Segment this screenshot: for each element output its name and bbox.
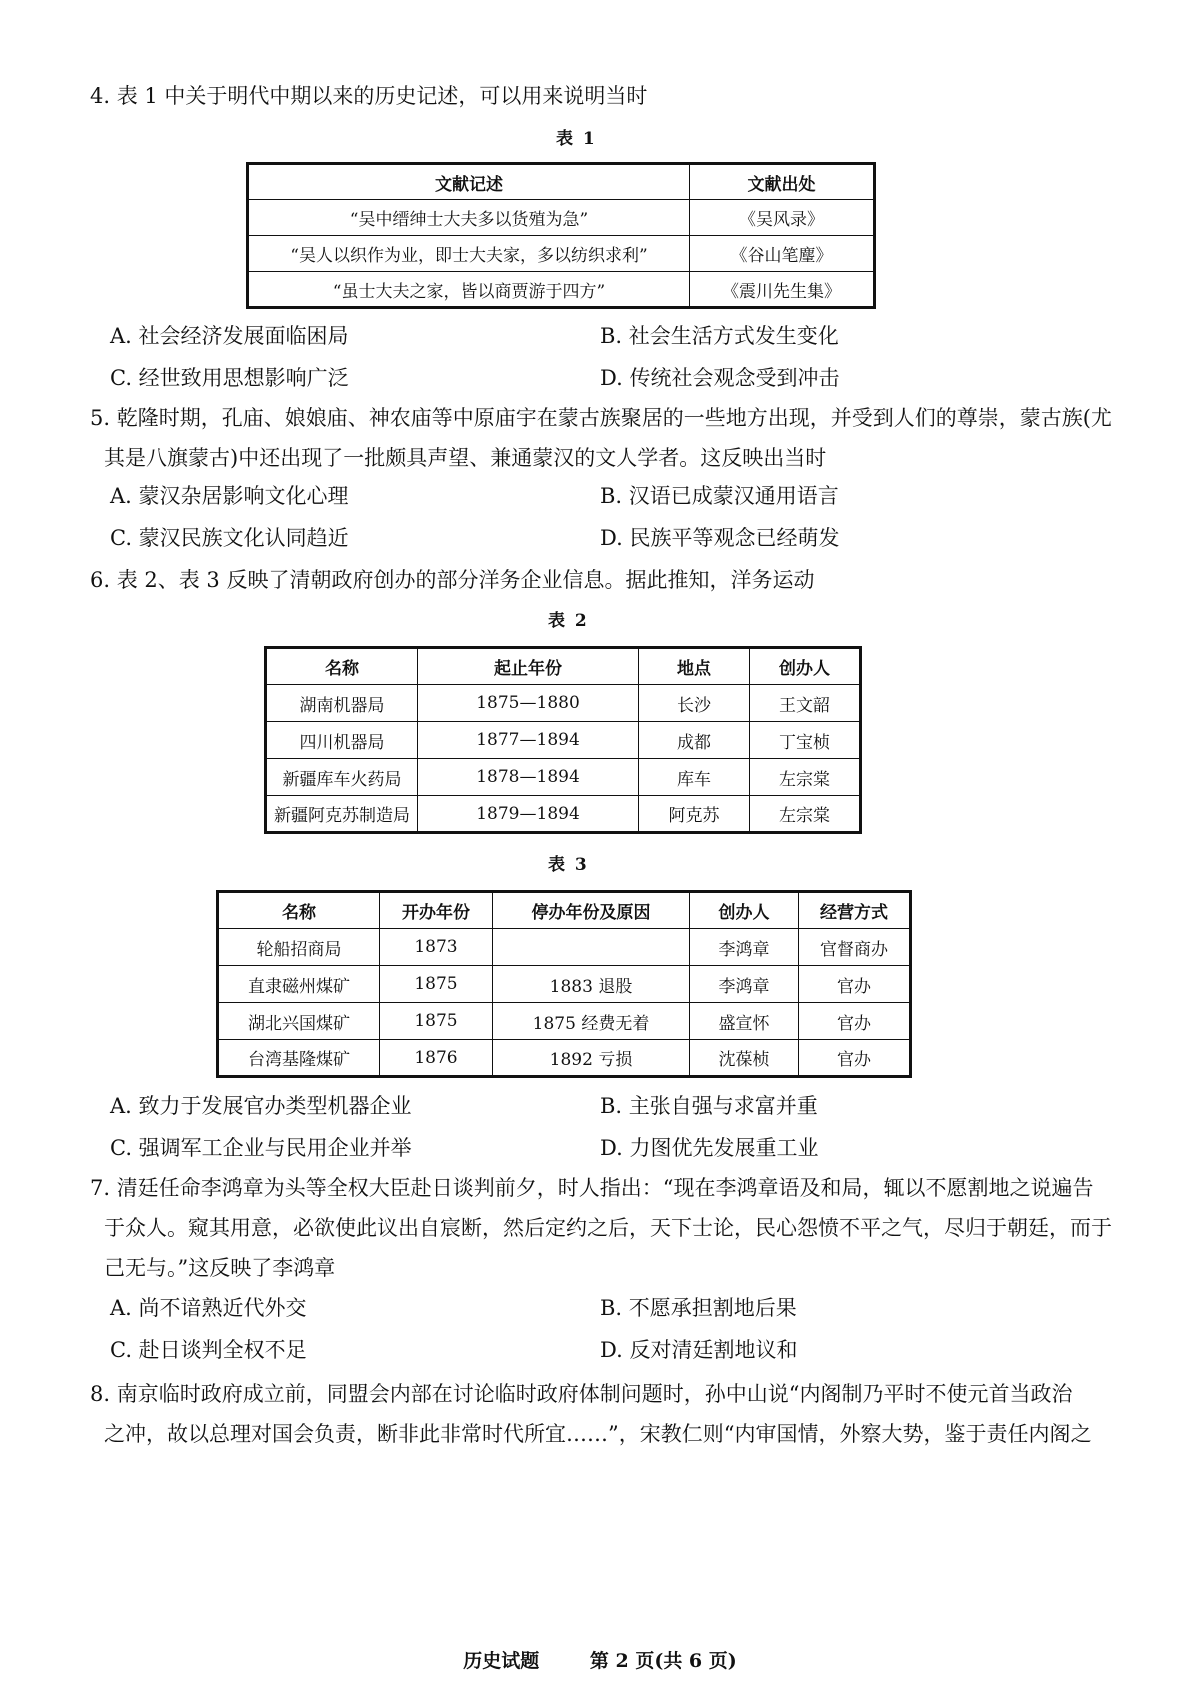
table2-cell: 长沙 <box>639 685 750 722</box>
table3-cell: 官督商办 <box>799 929 911 966</box>
table2-cell: 丁宝桢 <box>750 722 861 759</box>
q4-option-b[interactable]: B. 社会生活方式发生变化 <box>600 324 839 348</box>
table1-cell: 《震川先生集》 <box>690 272 875 308</box>
table-row <box>266 796 861 833</box>
table3-cell: 1892 亏损 <box>493 1040 690 1077</box>
q4-options <box>110 320 1120 404</box>
table3-cell: 官办 <box>799 1040 911 1077</box>
q7-options <box>110 1292 1120 1376</box>
table1-header-record: 文献记述 <box>248 164 690 200</box>
table-row <box>266 722 861 759</box>
table2-cell: 1879—1894 <box>418 796 639 833</box>
table3-cell: 1873 <box>380 929 493 966</box>
table3-cell: 1875 <box>380 1003 493 1040</box>
q4-option-d[interactable]: D. 传统社会观念受到冲击 <box>600 366 840 390</box>
table3-cell: 李鸿章 <box>690 966 799 1003</box>
q8-stem-line: 之冲，故以总理对国会负责，断非此非常时代所宜……”，宋教仁则“内审国情，外察大势，鉴于责任内阁之 <box>104 1422 1092 1446</box>
table2-cell: 新疆阿克苏制造局 <box>266 796 418 833</box>
q7-stem <box>90 1168 1122 1288</box>
table2-cell: 湖南机器局 <box>266 685 418 722</box>
q5-option-a[interactable]: A. 蒙汉杂居影响文化心理 <box>110 484 349 508</box>
table3-cell <box>493 929 690 966</box>
q5-option-b[interactable]: B. 汉语已成蒙汉通用语言 <box>600 484 839 508</box>
footer-subject: 历史试题 <box>463 1650 540 1672</box>
q6-option-c[interactable]: C. 强调军工企业与民用企业并举 <box>110 1136 412 1160</box>
table2-cell: 四川机器局 <box>266 722 418 759</box>
table3-cell: 1875 经费无着 <box>493 1003 690 1040</box>
table-row <box>218 1040 911 1077</box>
table2-cell: 王文韶 <box>750 685 861 722</box>
table2-cell: 1878—1894 <box>418 759 639 796</box>
table-row <box>218 1003 911 1040</box>
q4-stem: 4. 表 1 中关于明代中期以来的历史记述，可以用来说明当时 <box>90 84 648 108</box>
table2-cell: 左宗棠 <box>750 759 861 796</box>
table-row <box>266 759 861 796</box>
q7-option-a[interactable]: A. 尚不谙熟近代外交 <box>110 1296 307 1320</box>
table2-caption: 表 2 <box>548 611 589 631</box>
table2-header: 名称 <box>266 648 418 685</box>
table1-cell: 《吴风录》 <box>690 200 875 236</box>
table1-caption: 表 1 <box>556 129 597 149</box>
q5-options <box>110 480 1120 564</box>
q6-option-b[interactable]: B. 主张自强与求富并重 <box>600 1094 818 1118</box>
table1 <box>246 162 876 309</box>
q4-option-c[interactable]: C. 经世致用思想影响广泛 <box>110 366 349 390</box>
q7-option-d[interactable]: D. 反对清廷割地议和 <box>600 1338 798 1362</box>
table3-header: 停办年份及原因 <box>493 892 690 929</box>
table-row <box>248 200 875 236</box>
q7-stem-line: 于众人。窥其用意，必欲使此议出自宸断，然后定约之后，天下士论，民心怨愤不平之气，尽归于朝廷，而于 <box>104 1216 1112 1240</box>
table2-cell: 1877—1894 <box>418 722 639 759</box>
table-row <box>218 966 911 1003</box>
q6-option-d[interactable]: D. 力图优先发展重工业 <box>600 1136 819 1160</box>
q5-option-c[interactable]: C. 蒙汉民族文化认同趋近 <box>110 526 349 550</box>
table3-cell: 官办 <box>799 966 911 1003</box>
table3-header: 创办人 <box>690 892 799 929</box>
table3-cell: 李鸿章 <box>690 929 799 966</box>
q7-option-c[interactable]: C. 赴日谈判全权不足 <box>110 1338 307 1362</box>
table3-cell: 台湾基隆煤矿 <box>218 1040 380 1077</box>
q6-options <box>110 1090 1120 1174</box>
table3-header: 经营方式 <box>799 892 911 929</box>
q7-option-b[interactable]: B. 不愿承担割地后果 <box>600 1296 797 1320</box>
table-row <box>248 272 875 308</box>
table1-cell: “吴中缙绅士大夫多以货殖为急” <box>248 200 690 236</box>
table-row <box>248 236 875 272</box>
table2-cell: 新疆库车火药局 <box>266 759 418 796</box>
table2-header: 起止年份 <box>418 648 639 685</box>
q7-stem-line: 7. 清廷任命李鸿章为头等全权大臣赴日谈判前夕，时人指出：“现在李鸿章语及和局，辄以不愿割地之说遍告 <box>90 1176 1094 1200</box>
footer-page-number: 第 2 页(共 6 页) <box>589 1650 737 1672</box>
q8-stem-line: 8. 南京临时政府成立前，同盟会内部在讨论临时政府体制问题时，孙中山说“内阁制乃平时不使元首当政治 <box>90 1382 1073 1406</box>
table3-cell: 1883 退股 <box>493 966 690 1003</box>
q4-option-a[interactable]: A. 社会经济发展面临困局 <box>110 324 349 348</box>
table3-cell: 沈葆桢 <box>690 1040 799 1077</box>
table2-cell: 成都 <box>639 722 750 759</box>
table3-cell: 轮船招商局 <box>218 929 380 966</box>
table3-header: 开办年份 <box>380 892 493 929</box>
table3 <box>216 890 912 1078</box>
q5-stem <box>90 398 1122 478</box>
table3-caption: 表 3 <box>548 855 589 875</box>
q5-stem-line: 5. 乾隆时期，孔庙、娘娘庙、神农庙等中原庙宇在蒙古族聚居的一些地方出现，并受到人们的尊崇，蒙古族(尤 <box>90 406 1112 430</box>
table3-cell: 直隶磁州煤矿 <box>218 966 380 1003</box>
table2-cell: 左宗棠 <box>750 796 861 833</box>
q6-stem: 6. 表 2、表 3 反映了清朝政府创办的部分洋务企业信息。据此推知，洋务运动 <box>90 568 815 592</box>
table1-cell: “虽士大夫之家，皆以商贾游于四方” <box>248 272 690 308</box>
table1-header-source: 文献出处 <box>690 164 875 200</box>
page-footer <box>0 1646 1200 1673</box>
table1-cell: 《谷山笔麈》 <box>690 236 875 272</box>
table-row <box>266 685 861 722</box>
table2-header: 地点 <box>639 648 750 685</box>
table-row <box>218 929 911 966</box>
q8-stem <box>90 1374 1122 1454</box>
table3-cell: 盛宣怀 <box>690 1003 799 1040</box>
q6-option-a[interactable]: A. 致力于发展官办类型机器企业 <box>110 1094 412 1118</box>
table2-cell: 1875—1880 <box>418 685 639 722</box>
table3-header: 名称 <box>218 892 380 929</box>
table3-cell: 官办 <box>799 1003 911 1040</box>
table1-cell: “吴人以织作为业，即士大夫家，多以纺织求利” <box>248 236 690 272</box>
q5-option-d[interactable]: D. 民族平等观念已经萌发 <box>600 526 840 550</box>
q7-stem-line: 己无与。”这反映了李鸿章 <box>104 1256 336 1280</box>
table3-cell: 1875 <box>380 966 493 1003</box>
q5-stem-line: 其是八旗蒙古)中还出现了一批颇具声望、兼通蒙汉的文人学者。这反映出当时 <box>104 446 827 470</box>
table2-cell: 库车 <box>639 759 750 796</box>
table2-cell: 阿克苏 <box>639 796 750 833</box>
table2 <box>264 646 862 834</box>
table3-cell: 1876 <box>380 1040 493 1077</box>
table2-header: 创办人 <box>750 648 861 685</box>
table3-cell: 湖北兴国煤矿 <box>218 1003 380 1040</box>
